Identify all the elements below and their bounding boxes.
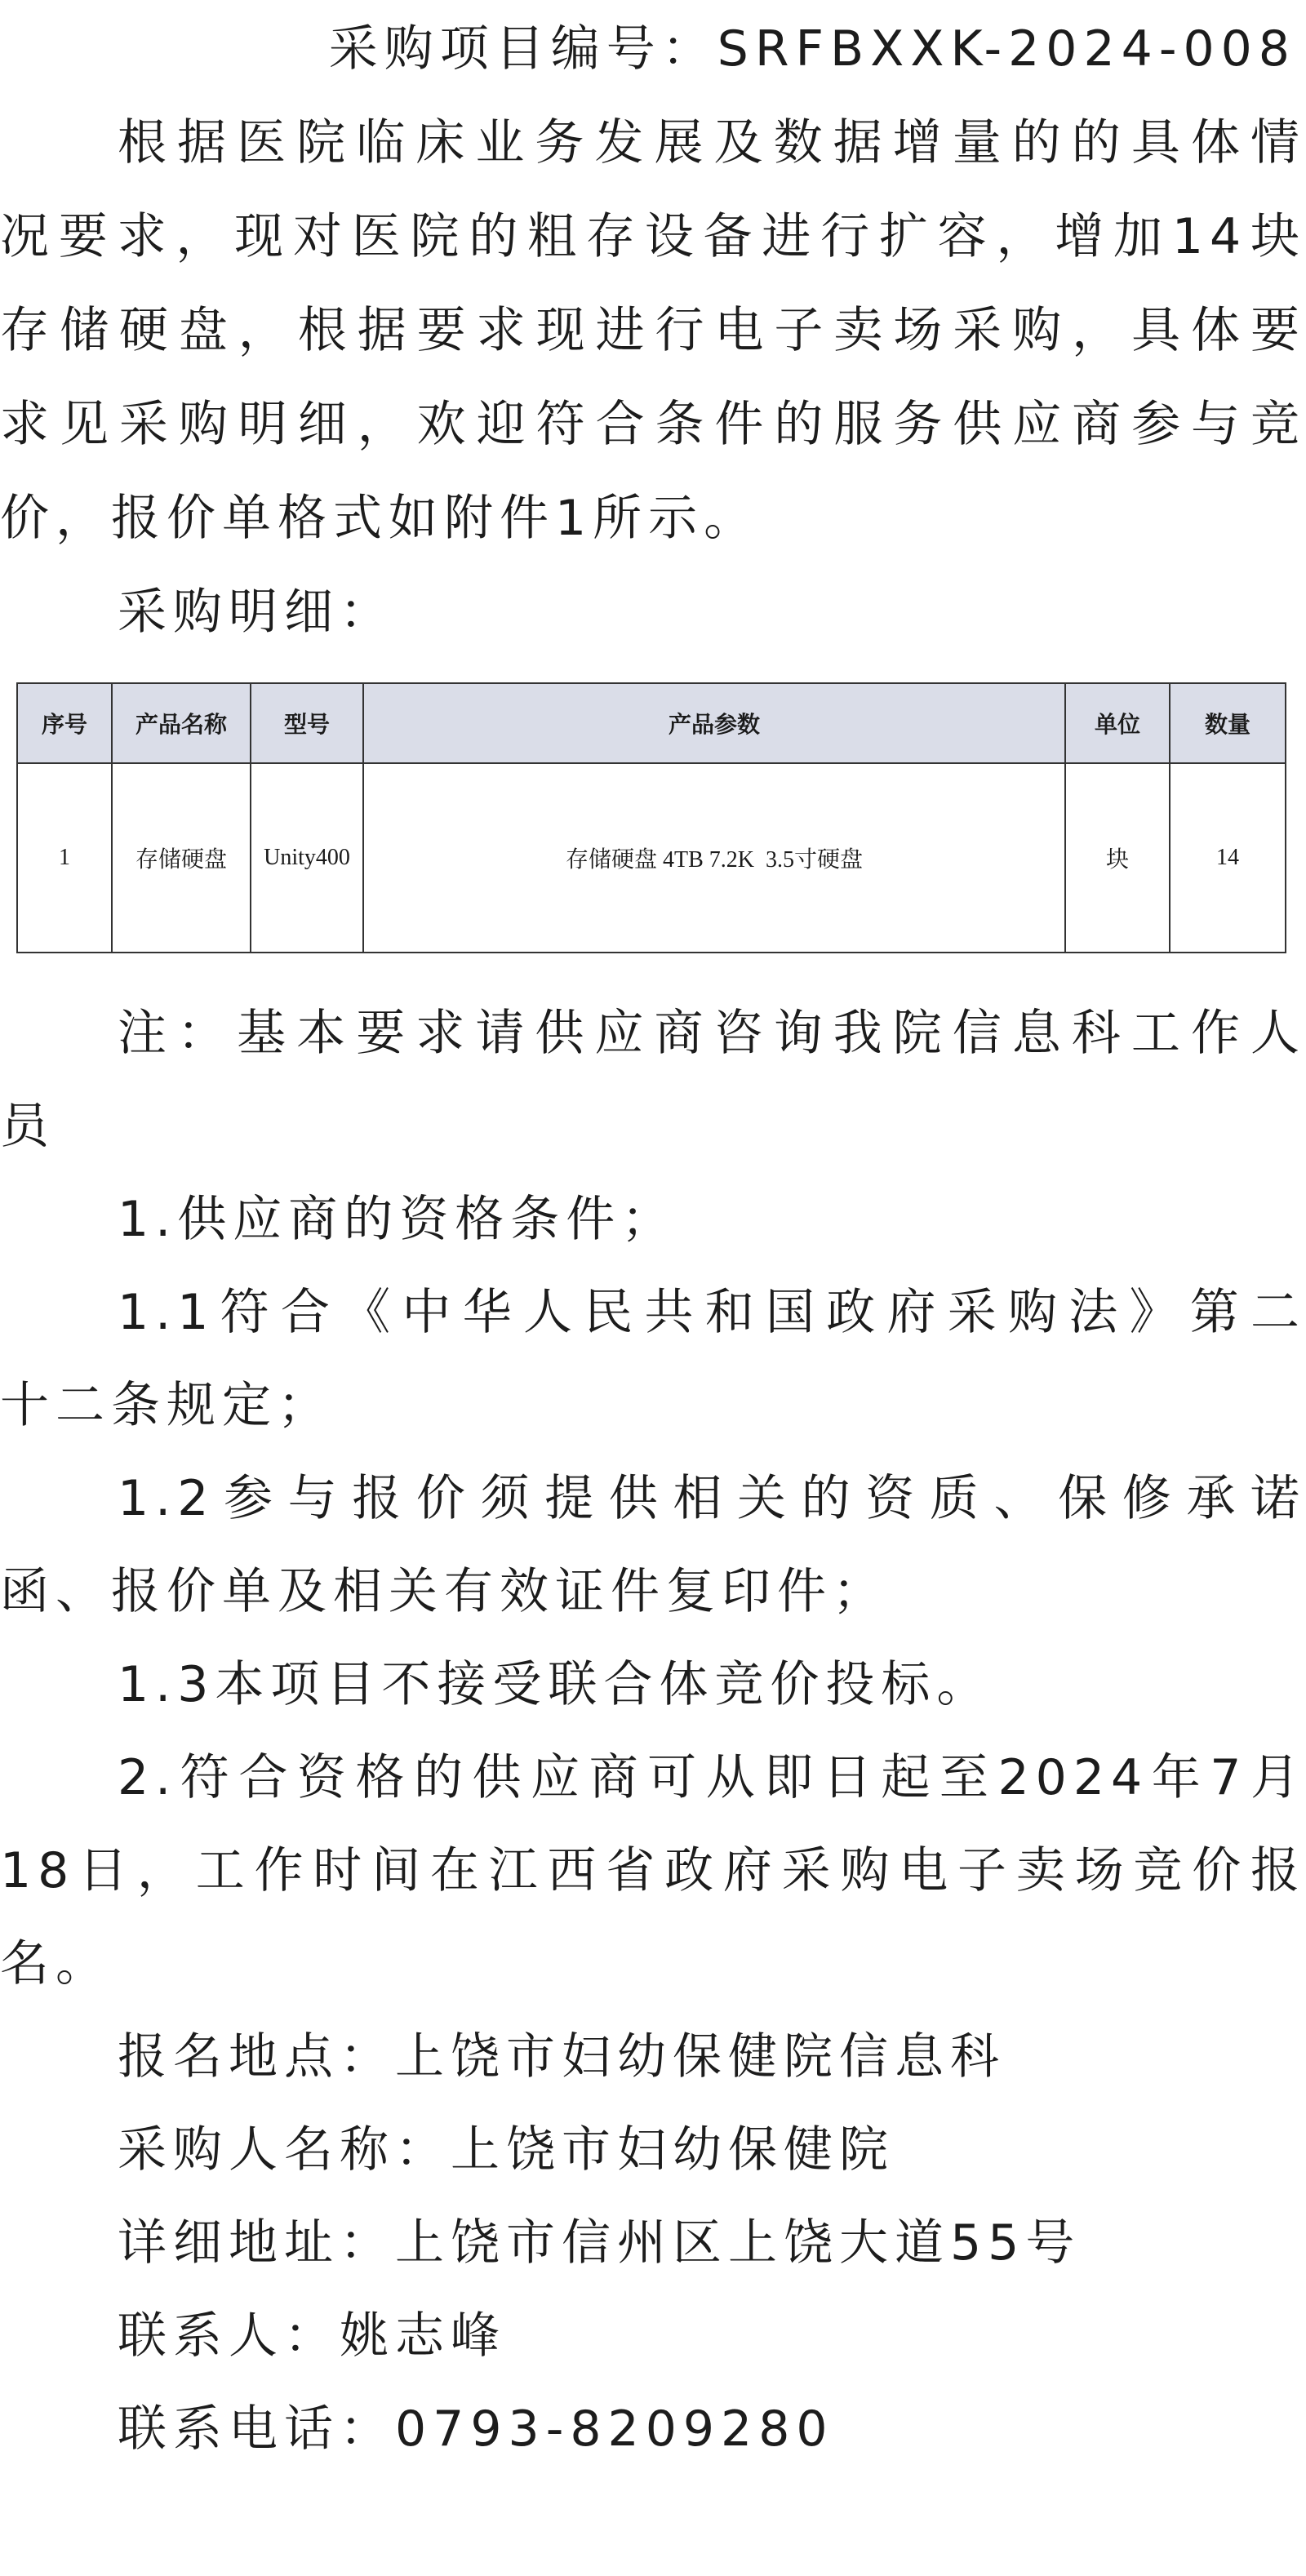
header-unit: 单位 — [1065, 683, 1170, 763]
intro-line: 价，报价单格式如附件1所示。 — [0, 490, 760, 547]
qualification-item: 1.1符合《中华人民共和国政府采购法》第二 — [118, 1284, 1306, 1341]
cell-unit: 块 — [1065, 763, 1170, 953]
intro-line: 求见采购明细，欢迎符合条件的服务供应商参与竞 — [0, 396, 1306, 453]
table-header-row — [17, 683, 1286, 763]
table-row — [17, 763, 1286, 953]
note-line: 员 — [0, 1098, 56, 1155]
procurement-detail-label: 采购明细： — [118, 584, 395, 641]
project-number: 采购项目编号：SRFBXXK-2024-008 — [328, 20, 1296, 78]
header-product-name: 产品名称 — [112, 683, 251, 763]
qualification-heading: 1.供应商的资格条件； — [118, 1191, 677, 1248]
qualification-item: 函、报价单及相关有效证件复印件； — [0, 1563, 888, 1620]
purchaser-name: 采购人名称：上饶市妇幼保健院 — [118, 2121, 895, 2178]
notice-intro-section — [0, 0, 1306, 660]
procurement-table-wrapper — [16, 682, 1286, 953]
cell-index: 1 — [17, 763, 112, 953]
cell-product-params: 存储硬盘 4TB 7.2K 3.5寸硬盘 — [363, 763, 1065, 953]
header-product-params: 产品参数 — [363, 683, 1065, 763]
intro-line: 存储硬盘，根据要求现进行电子卖场采购，具体要 — [0, 302, 1306, 359]
contact-phone: 联系电话：0793-8209280 — [118, 2401, 834, 2458]
note-line: 注：基本要求请供应商咨询我院信息科工作人 — [118, 1005, 1306, 1062]
qualification-item: 1.3本项目不接受联合体竞价投标。 — [118, 1656, 993, 1713]
intro-line: 况要求，现对医院的粗存设备进行扩容，增加14块 — [0, 208, 1306, 265]
qualification-item: 十二条规定； — [0, 1377, 333, 1434]
header-model: 型号 — [251, 683, 363, 763]
registration-note: 名。 — [0, 1935, 111, 1992]
cell-quantity: 14 — [1170, 763, 1286, 953]
header-quantity: 数量 — [1170, 683, 1286, 763]
contact-person: 联系人：姚志峰 — [118, 2307, 506, 2365]
header-index: 序号 — [17, 683, 112, 763]
registration-note: 2.符合资格的供应商可从即日起至2024年7月 — [118, 1749, 1306, 1806]
detailed-address: 详细地址：上饶市信州区上饶大道55号 — [118, 2214, 1082, 2272]
signup-location: 报名地点：上饶市妇幼保健院信息科 — [118, 2028, 1006, 2085]
notice-requirements-section — [0, 987, 1306, 2476]
cell-product-name: 存储硬盘 — [112, 763, 251, 953]
registration-note: 18日，工作时间在江西省政府采购电子卖场竞价报 — [0, 1842, 1306, 1899]
qualification-item: 1.2参与报价须提供相关的资质、保修承诺 — [118, 1470, 1306, 1527]
procurement-table — [16, 682, 1286, 953]
cell-model: Unity400 — [251, 763, 363, 953]
intro-line: 根据医院临床业务发展及数据增量的的具体情 — [118, 114, 1306, 171]
